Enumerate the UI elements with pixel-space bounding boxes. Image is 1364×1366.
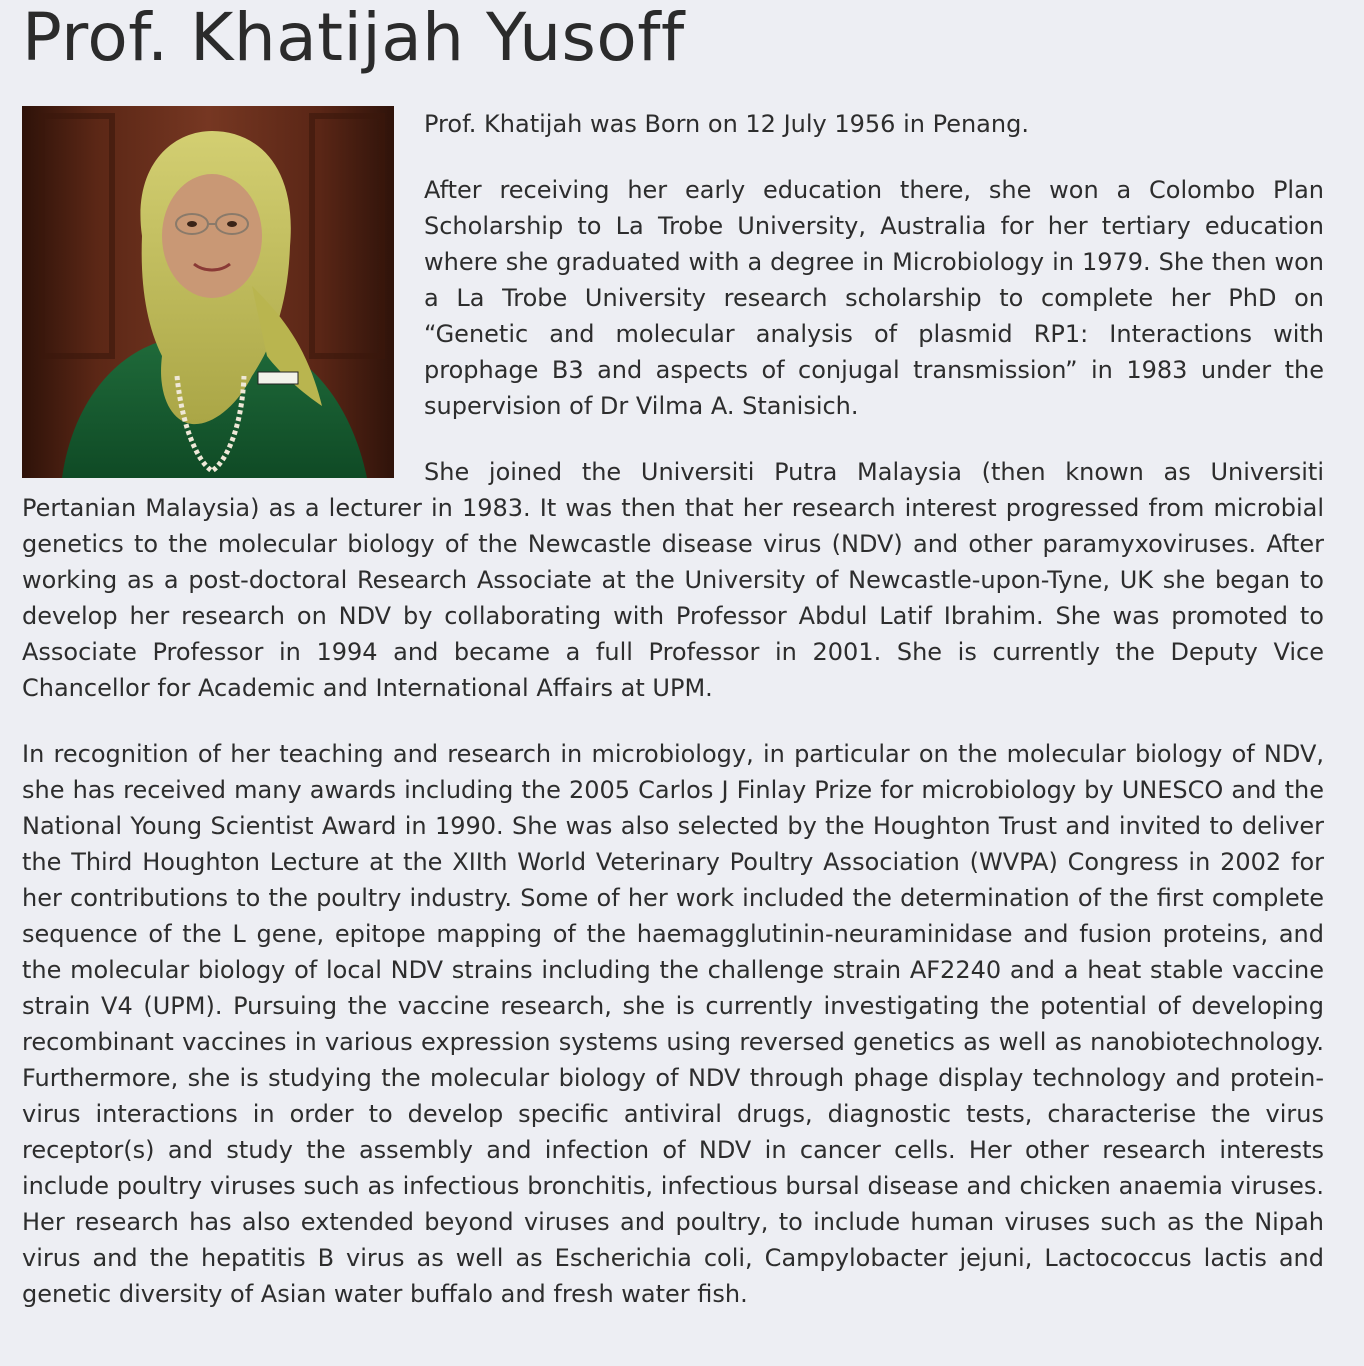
page-title: Prof. Khatijah Yusoff — [22, 0, 685, 76]
bio-paragraph-birth: Prof. Khatijah was Born on 12 July 1956 in Penang. — [424, 110, 1029, 138]
bio-paragraph-education: After receiving her early education there, she won a Colombo Plan Scholarship to La Trobe University, Australia for her tertiary education where she graduated with a degree in Microbiology in 1979. She then won a La Trobe University research scholarship to complete her PhD on “Genetic and molecular analysis of plasmid RP1: Interactions with prophage B3 and aspects of conjugal transmission” in 1983 under the supervision of Dr Vilma A. Stanisich. — [424, 176, 1324, 420]
bio-paragraph-career: She joined the Universiti Putra Malaysia (then known as Universiti Pertanian Malaysia) as a lecturer in 1983. It was then that her research interest progressed from microbial genetics to the molecular biology of the Newcastle disease virus (NDV) and other paramyxoviruses. After working as a post-doctoral Research Associate at the University of Newcastle-upon-Tyne, UK she began to develop her research on NDV by collaborating with Professor Abdul Latif Ibrahim. She was promoted to Associate Professor in 1994 and became a full Professor in 2001. She is currently the Deputy Vice Chancellor for Academic and International Affairs at UPM. — [22, 458, 1324, 702]
portrait-photo — [22, 106, 394, 478]
bio-paragraph-research: In recognition of her teaching and research in microbiology, in particular on the molecular biology of NDV, she has received many awards including the 2005 Carlos J Finlay Prize for microbiology by UNESCO and the National Young Scientist Award in 1990. She was also selected by the Houghton Trust and invited to deliver the Third Houghton Lecture at the XIIth World Veterinary Poultry Association (WVPA) Congress in 2002 for her contributions to the poultry industry. Some of her work included the determination of the first complete sequence of the L gene, epitope mapping of the haemagglutinin-neuraminidase and fusion proteins, and the molecular biology of local NDV strains including the challenge strain AF2240 and a heat stable vaccine strain V4 (UPM). Pursuing the vaccine research, she is currently investigating the potential of developing recombinant vaccines in various expression systems using reversed genetics as well as nanobiotechnology. Furthermore, she is studying the molecular biology of NDV through phage display technology and protein-virus interactions in order to develop specific antiviral drugs, diagnostic tests, characterise the virus receptor(s) and study the assembly and infection of NDV in cancer cells. Her other research interests include poultry viruses such as infectious bronchitis, infectious bursal disease and chicken anaemia viruses. Her research has also extended beyond viruses and poultry, to include human viruses such as the Nipah virus and the hepatitis B virus as well as Escherichia coli, Campylobacter jejuni, Lactococcus lactis and genetic diversity of Asian water buffalo and fresh water fish. — [22, 740, 1324, 1308]
portrait-illustration — [22, 106, 394, 478]
biography — [22, 106, 1324, 1312]
